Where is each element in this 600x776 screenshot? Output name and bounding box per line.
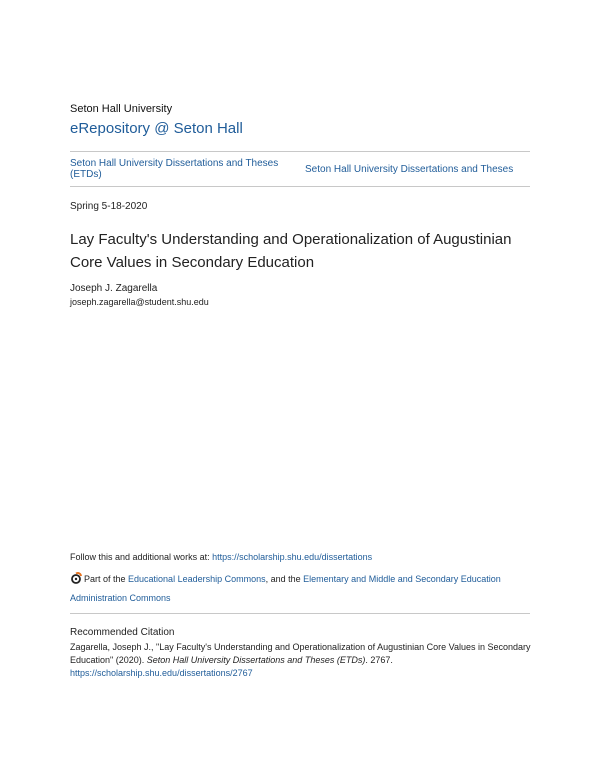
part-of-prefix: Part of the: [84, 574, 129, 584]
divider: [70, 613, 530, 614]
part-of-middle: , and the: [265, 574, 304, 584]
institution-name: Seton Hall University: [70, 103, 173, 115]
divider: [70, 186, 530, 187]
citation-end: . 2767.: [365, 655, 393, 665]
citation-heading: Recommended Citation: [70, 627, 175, 638]
document-title: Lay Faculty's Understanding and Operationalization of Augustinian Core Values in Secondary Education: [70, 231, 512, 271]
elementary-secondary-commons-link[interactable]: Elementary and Middle and Secondary Education Administration Commons: [70, 574, 501, 603]
follow-url-link[interactable]: https://scholarship.shu.edu/dissertations: [212, 552, 373, 562]
educational-leadership-commons-link[interactable]: Educational Leadership Commons: [128, 574, 266, 584]
series-link-etds[interactable]: Seton Hall University Dissertations and Theses (ETDs): [70, 158, 279, 180]
publication-date: Spring 5-18-2020: [70, 201, 148, 212]
citation-journal: Seton Hall University Dissertations and Theses (ETDs): [146, 655, 366, 665]
citation-text: [70, 641, 540, 680]
series-link-dissertations[interactable]: Seton Hall University Dissertations and Theses: [305, 164, 514, 175]
author-email: joseph.zagarella@student.shu.edu: [70, 297, 209, 307]
follow-line: [70, 552, 372, 562]
divider: [70, 151, 530, 152]
citation-start: Zagarella, Joseph J., "Lay Faculty's Understanding and Operationalization of Augustinian Core Values in Secondary Education" (2020).: [70, 642, 531, 665]
author-name: Joseph J. Zagarella: [70, 283, 158, 294]
repository-link[interactable]: eRepository @ Seton Hall: [70, 120, 243, 137]
follow-prefix: Follow this and additional works at:: [70, 552, 213, 562]
citation-url-link[interactable]: https://scholarship.shu.edu/dissertations/2767: [70, 668, 253, 678]
open-access-icon: [70, 572, 82, 584]
part-of-line: [70, 570, 540, 608]
